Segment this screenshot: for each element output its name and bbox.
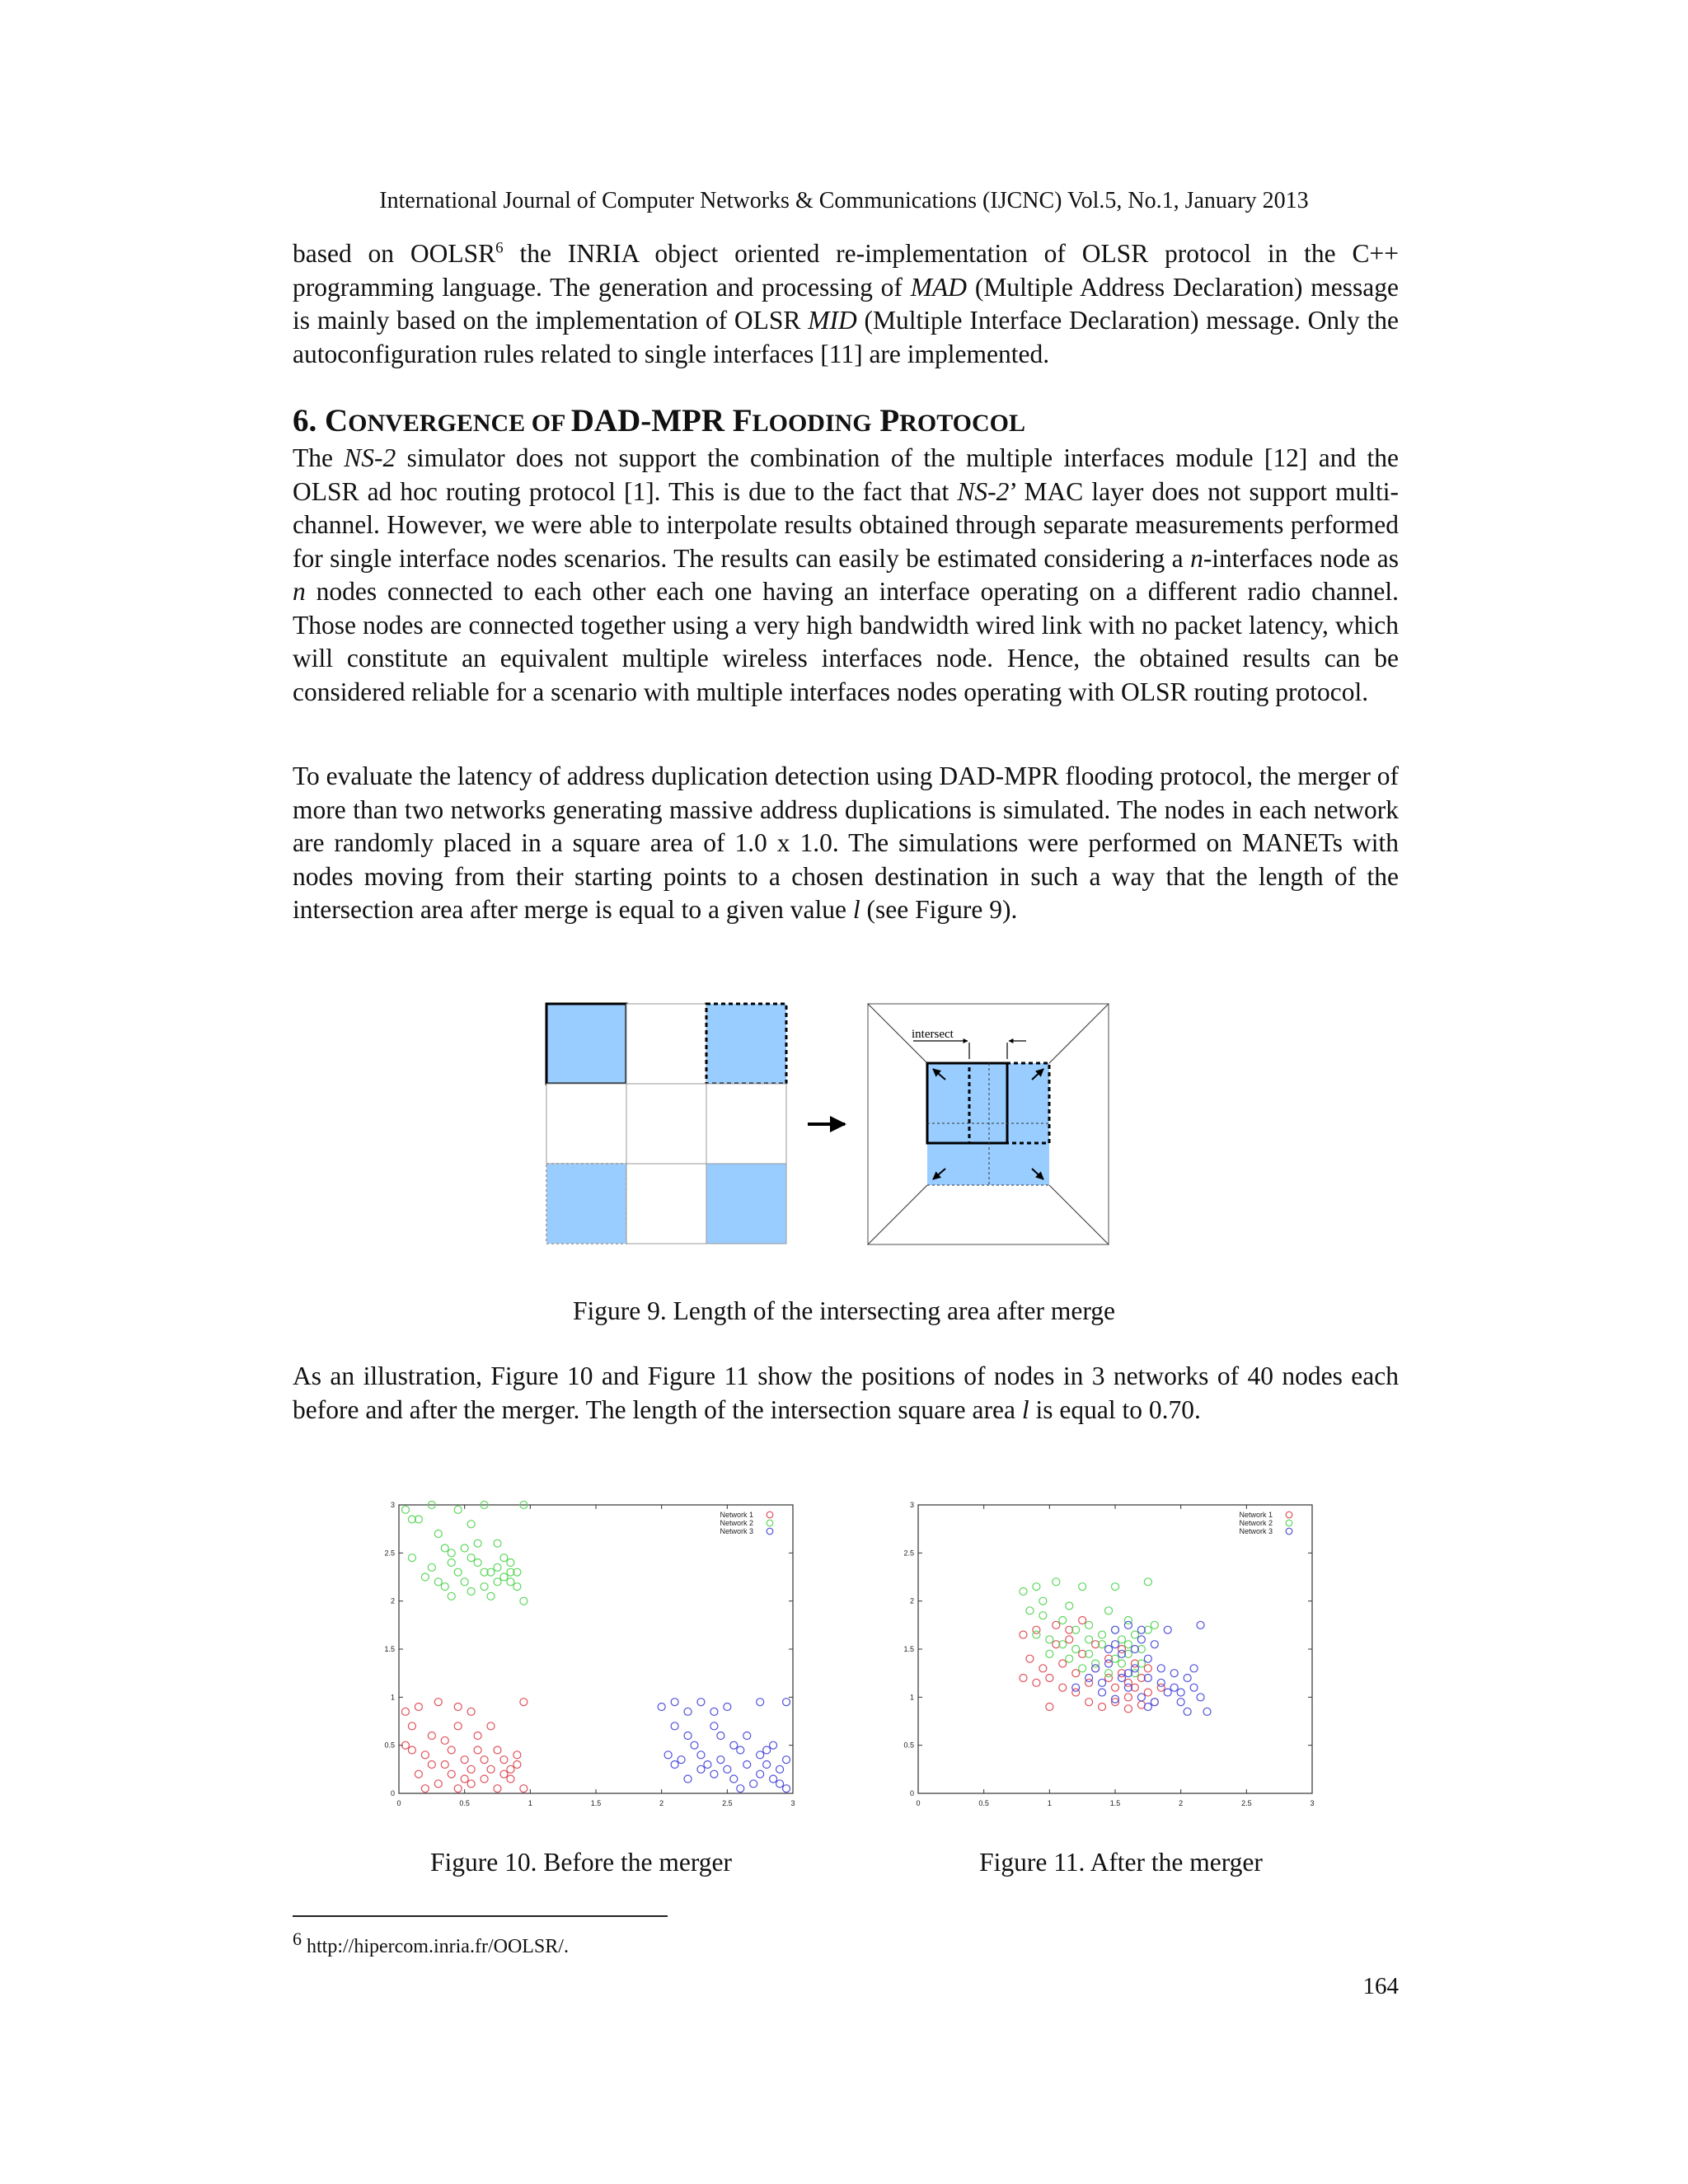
y-tick-label: 3 xyxy=(390,1501,395,1509)
text-run: ’ MAC layer does not support multi-channel. However, we were able to interpolate results obtained through separate measurements performed for single interface nodes scenarios. The results can easily be estimated considering a xyxy=(293,476,1399,573)
paragraph-illustration xyxy=(293,1360,1399,1427)
italic-term: l xyxy=(852,895,860,924)
merged-region xyxy=(927,1063,1049,1185)
network-square-top-right xyxy=(706,1004,786,1084)
x-tick-label: 0 xyxy=(396,1799,401,1807)
y-tick-label: 2 xyxy=(390,1596,395,1605)
text-run: simulator does not support the combination of the multiple interfaces module [12] and the OLSR ad hoc routing protocol [1]. This is due to the fact that xyxy=(293,443,1399,506)
y-tick-label: 1 xyxy=(390,1693,395,1702)
postmerge-box xyxy=(868,1004,1109,1244)
legend-label: Network 3 xyxy=(720,1527,753,1535)
grid-cell xyxy=(626,1164,706,1244)
heading-part: ONVERGENCE xyxy=(348,410,526,437)
italic-term: NS-2 xyxy=(957,476,1010,506)
heading-part: ROTOCOL xyxy=(899,410,1026,437)
figure-10-caption: Figure 10. Before the merger xyxy=(430,1848,732,1877)
x-tick-label: 2.5 xyxy=(722,1799,733,1807)
heading-part: F xyxy=(724,403,753,438)
text-run: -interfaces node as xyxy=(1203,543,1399,573)
x-tick-label: 3 xyxy=(1310,1799,1315,1807)
paragraph-ns2 xyxy=(293,442,1399,709)
network-square-bottom-right xyxy=(706,1164,786,1244)
grid-cell xyxy=(626,1004,706,1084)
footnote-url: http://hipercom.inria.fr/OOLSR/. xyxy=(307,1936,569,1957)
paragraph-oolsr xyxy=(293,237,1399,371)
footnote-number: 6 xyxy=(293,1929,302,1949)
text-run: the INRIA object oriented re-implementation of OLSR protocol in the C++ programming language. The generation and processing of xyxy=(293,239,1399,302)
x-tick-label: 2 xyxy=(659,1799,664,1807)
y-tick-label: 0.5 xyxy=(384,1741,395,1750)
heading-part: P xyxy=(871,403,900,438)
y-tick-label: 1.5 xyxy=(903,1645,914,1653)
footnote-rule xyxy=(293,1915,668,1917)
footnote xyxy=(293,1929,569,1958)
y-tick-label: 2.5 xyxy=(903,1549,914,1558)
legend-label: Network 2 xyxy=(1239,1519,1273,1527)
heading-part: DAD-MPR xyxy=(570,403,725,438)
text-run: (see Figure 9). xyxy=(860,895,1018,924)
italic-term: n xyxy=(1190,543,1203,573)
y-tick-label: 1.5 xyxy=(384,1645,395,1653)
legend-label: Network 1 xyxy=(720,1511,753,1519)
heading-part: OF xyxy=(525,410,571,437)
legend-label: Network 3 xyxy=(1239,1527,1273,1535)
plot-frame xyxy=(399,1505,793,1793)
italic-term: MID xyxy=(808,306,857,335)
x-tick-label: 2 xyxy=(1179,1799,1184,1807)
y-tick-label: 3 xyxy=(909,1501,914,1509)
y-tick-label: 0 xyxy=(390,1789,395,1797)
network-square-top-left xyxy=(546,1004,626,1084)
x-tick-label: 1.5 xyxy=(590,1799,602,1807)
figure-9-caption: Figure 9. Length of the intersecting area after merge xyxy=(572,1296,1116,1325)
grid-cell xyxy=(626,1084,706,1164)
x-tick-label: 2.5 xyxy=(1241,1799,1252,1807)
y-tick-label: 1 xyxy=(909,1693,914,1702)
text-run: is equal to 0.70. xyxy=(1029,1394,1201,1424)
section-heading xyxy=(293,402,1025,439)
italic-term: NS-2 xyxy=(344,443,396,472)
y-tick-label: 0.5 xyxy=(903,1741,914,1750)
plot-frame xyxy=(918,1505,1312,1793)
text-run: To evaluate the latency of address duplication detection using DAD-MPR flooding protocol, the merger of more than two networks generating massive address duplications is simulated. The nodes in each network are randomly placed in a square area of 1.0 x 1.0. The simulations were performed on MANETs with nodes moving from their starting points to a chosen destination in such a way that the length of the intersection area after merge is equal to a given value xyxy=(293,762,1399,924)
x-tick-label: 1.5 xyxy=(1109,1799,1121,1807)
journal-header: International Journal of Computer Networks & Communications (IJCNC) Vol.5, No.1, January 2013 xyxy=(379,188,1309,213)
text-run: (Multiple Address Declaration) message is mainly based on the implementation of OLSR xyxy=(293,272,1399,335)
x-tick-label: 0.5 xyxy=(978,1799,989,1807)
text-run: nodes connected to each other each one having an interface operating on a different radio channel. Those nodes are connected together using a very high bandwidth wired link with no packet latency, which will constitute an equivalent multiple wireless interfaces node. Hence, the obtained results can be considered reliable for a scenario with multiple interfaces nodes operating with OLSR routing protocol. xyxy=(293,577,1399,706)
premerge-grid xyxy=(546,1004,786,1244)
figure-11-scatter xyxy=(898,1498,1327,1811)
network-square-bottom-left xyxy=(546,1164,626,1244)
text-run: based on OOLSR xyxy=(293,239,496,268)
paragraph-evaluation xyxy=(293,760,1399,927)
italic-term: MAD xyxy=(910,272,967,302)
figure-9-diagram xyxy=(544,1001,1121,1249)
text-run: The xyxy=(293,443,345,472)
x-tick-label: 0 xyxy=(916,1799,921,1807)
text-run: As an illustration, Figure 10 and Figure 11 show the positions of nodes in 3 networks of 40 nodes each before and after the merger. The length of the intersection square area xyxy=(293,1361,1399,1424)
y-tick-label: 2.5 xyxy=(384,1549,395,1558)
italic-term: l xyxy=(1021,1394,1029,1424)
heading-number: 6. xyxy=(293,403,325,438)
italic-term: n xyxy=(293,577,306,606)
intersect-label: intersect xyxy=(912,1028,954,1041)
figure-10-scatter xyxy=(379,1498,808,1811)
page-number: 164 xyxy=(1362,1973,1399,1999)
grid-cell xyxy=(706,1084,786,1164)
heading-part: LOODING xyxy=(752,410,872,437)
footnote-ref: 6 xyxy=(495,239,504,257)
text-run: (Multiple Interface Declaration) message. Only the autoconfiguration rules related to single interfaces [11] are implemented. xyxy=(293,306,1399,368)
grid-cell xyxy=(546,1084,626,1164)
y-tick-label: 2 xyxy=(909,1596,914,1605)
heading-part: C xyxy=(325,403,349,438)
figure-11-caption: Figure 11. After the merger xyxy=(979,1848,1263,1877)
x-tick-label: 3 xyxy=(790,1799,795,1807)
legend-label: Network 2 xyxy=(720,1519,753,1527)
legend-label: Network 1 xyxy=(1239,1511,1273,1519)
x-tick-label: 1 xyxy=(528,1799,532,1807)
y-tick-label: 0 xyxy=(909,1789,914,1797)
x-tick-label: 1 xyxy=(1047,1799,1052,1807)
x-tick-label: 0.5 xyxy=(459,1799,470,1807)
